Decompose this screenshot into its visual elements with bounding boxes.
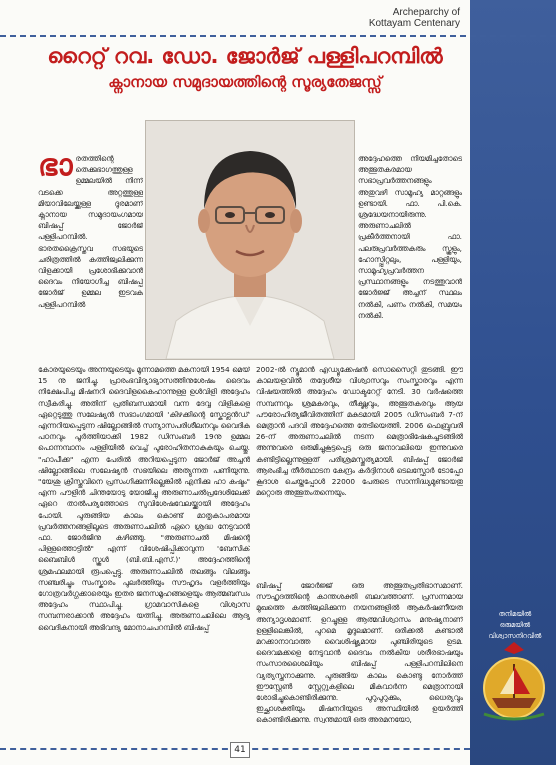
motto-line-1: തനിമയിൽ — [498, 610, 532, 618]
motto-line-2: ഒരുമയിൽ — [499, 621, 531, 629]
article-column-under-photo — [38, 364, 250, 742]
article-column-left — [38, 153, 143, 359]
ship-logo-icon — [478, 640, 550, 726]
top-dashed-divider — [0, 35, 556, 37]
bishop-portrait-photo — [145, 120, 355, 360]
header-line-2: Kottayam Centenary — [368, 18, 460, 29]
right-bottom-text: ബിഷപ്പ് ജോർജ്ജ് ഒരു അത്ഭുതപ്രതിഭാസമാണ്. സൗഹൃദത്തിന്റെ കാന്തശക്തി ബലവത്താണ്. പ്രസന്നമായ മുഖത്തെ കത്തിജ്വലിക്കുന്ന നയനങ്ങളിൽ ആകർഷണീയത അന്യാദൃശമാണ്. ഉറച്ചുള്ള ആത്മവിശ്വാസം മനുഷ്യനാണ് ഉള്ളിലെങ്കിൽ, പുറമെ മൃദുലമാണ്. ഒരിക്കൽ കണ്ടാൽ മറക്കാനാവാത്ത വൈശിഷ്ട്യമായ പുഞ്ചിരിയുടെ ഉടമ. ദൈവമക്കളെ നേടുവാൻ ദൈവം നൽകിയ ശരീരഭാഷയും സംസാരശൈലിയും ബിഷപ്പ് പള്ളിപറമ്പിലിനെ വ്യത്യസ്തനാക്കുന്നു. പുരുങ്ങിയ കാലം കൊണ്ടു നോർത്ത് ഈസ്റ്റേൺ സ്റ്റേറ്റുകളിലെ മികവാർന്ന മെത്രാനായി ശോഭിച്ചുകൊണ്ടിരിക്കുന്നു. പുറുപുറുക്കും, ധൈര്യവും ഇച്ഛാശക്തിയും മിഷനറിയുടെ അസ്ഥിയിൽ ഉയർത്തി കൊണ്ടിരിക്കുന്നു. സ്വന്തമായി ഒരു അരമനയോ, — [256, 581, 463, 725]
portrait-illustration — [146, 121, 354, 359]
left-column-text: രതത്തിന്റെ തെക്കുഭാഗത്തുള്ള ഉമ്മലയിൽ നിന്ന് വടക്കെ അറ്റത്തുള്ള മിയാവിലേയ്ക്കുള്ള ദൂരമാണ് ക്നാനായ സമുദായംഗമായ ബിഷപ്പ് ജോർജ് പള്ളിപറമ്പിൽ. ഭാരതക്രൈസ്തവ സഭയുടെ ചരിത്രത്തിൽ കത്തിജ്വലിക്കുന്ന വിളക്കായി പ്രശോഭിക്കുവാൻ ദൈവം നിയോഗിച്ച ബിഷപ്പ് ജോർജ് ഉമ്മല ഇടവക പള്ളിപറമ്പിൽ — [38, 154, 143, 309]
under-photo-text: കോരയുടെയും അന്നയുടെയും മൂന്നാമത്തെ മകനായി 1954 മെയ് 15 നു ജനിച്ചു. പ്രാരംഭവിദ്യാഭ്യാസത്തിനുശേഷം ദൈവം നിക്ഷേപിച്ച മിഷനറി ദൈവിളകൈഹാന്നുള്ള ഉൾവിളി അദ്ദേഹം സ്വീകരിച്ചു. അതിന് പ്രതിബന്ധമായി വന്ന ദേവ്വ വിളികളെ ഏറ്റെടുത്തു സലേഷ്യൻ സഭാംഗമായി 'കിഴക്കിന്റെ സ്കോട്ലൻഡ്' എന്നറിയപ്പെടുന്ന ഷില്ലോങ്ങിൽ സന്യാസപരിശീലനവും വൈദിക പഠനവും പൂർത്തിയാക്കി 1982 ഡിസംബർ 19നു ഉമ്മല പൊന്നമ്പാനം പള്ളിയിൽ വെച്ച് പുരോഹിതനാകുകയും ചെയ്തു. "ഹാപീക്ക" എന്ന പേരിൽ അറിയപ്പെടുന്ന ജോർജ് അച്ചൻ ഷില്ലോങ്ങിലെ സലേഷ്യൻ സഭയിലെ അത്യുന്നത പണിയുന്നു. "യേശു ക്രിസ്തുവിനെ പ്രസംഗിക്കുന്നില്ലെങ്കിൽ എനിക്കു ഹാ കഷ്ടം" എന്ന പൗളിൻ ചിന്തയോടു യോജിച്ചു അരുണാചൽപ്രദേശിലേക്ക് ഏറെ താൽപര്യത്തോടെ സുവിശേഷവേലയ്ക്കായി അദ്ദേഹം പോയി. പുരുങ്ങിയ കാലം കൊണ്ട് മാതൃകാപരമായ പ്രവർത്തനങ്ങളിലൂടെ അരുണാചലിൽ ഏറെ ശ്രദ്ധ നേടുവാൻ ഫാ. ജോർജിനു കഴിഞ്ഞു. "അരുണാചൽ മിഷന്റെ പിള്ളത്തൊട്ടിൽ" എന്ന് വിശേഷിപ്പിക്കാവുന്ന 'ബേസിക് ബൈബിൾ സ്കൂൾ (ബി.ബി.എസ്.)' അദ്ദേഹത്തിന്റെ ശ്രമഫലമായി രൂപപ്പെട്ടു. അരുണാചലിൽ തലങ്ങും വിലങ്ങും സഞ്ചരിച്ചും സംസ്കാരം പുലർത്തിയും സൗഹൃദം വളർത്തിയും ഗോത്രവർഗ്ഗക്കാരെയും ഇതര ജനസമൂഹങ്ങളെയും ആത്മബന്ധം അദ്ദേഹം സ്ഥാപിച്ചു. ഗ്രാമവാസികളെ വിശ്വാസ സമ്പന്നരാക്കാൻ അദ്ദേഹം യത്നിച്ചു. അരുണാചലിലെ ആദ്യ വൈദികനായി അഭിവന്ദ്യ മോനാചപറമ്പിൽ ബിഷപ്പ് — [38, 365, 250, 632]
article-column-right-lower — [256, 364, 463, 572]
centenary-ship-emblem — [478, 640, 550, 726]
article-column-right — [358, 153, 462, 359]
drop-cap: ഭാ — [38, 153, 73, 183]
motto-line-3: വിശ്വാസനിറവിൽ — [488, 632, 542, 640]
right-lower-text: 2002-ൽ ന്യൂമാൻ എഡ്യൂക്കേഷൻ സൊസൈറ്റി തുടങ്ങി. ഈ കാലയളവിൽ തദ്ദേശീയ വിശ്വാസവും സംസ്കാരവും എന്ന വിഷയത്തിൽ അദ്ദേഹം ഡോക്ടറേറ്റ് നേടി. 30 വർഷത്തെ സമ്പന്നവും ശ്രമകരവും, തീക്ഷ്ണവും, അത്ഭുതകരവും ആയ പൗരോഹിത്യജീവിതത്തിന് മകുടമായി 2005 ഡിസംബർ 7-ന് മെത്രാൻ പദവി അദ്ദേഹത്തെ തേടിയെത്തി. 2006 ഫെബ്രുവരി 26-ന് അരുണാചലിൽ നടന്ന മെത്രാഭിഷേകച്ചടങ്ങിൽ അന്നുവരെ ഒരുമിച്ചുകൂട്ടപ്പെട്ട ഒരു ജനാവലിയെ ഇന്നുവരെ കണ്ടിട്ടില്ലെന്നുള്ളത് പരിശ്രമസ്തുത്യമായി. ബിഷപ്പ് ജോർജ് ആരംഭിച്ച തീർത്ഥാടന കേന്ദ്രം കർദ്ദിനാൾ ടെലസ്ഫോർ ടോപ്പോ കൂദാശ ചെയ്തപ്പോൾ 22000 പേരുടെ സാന്നിദ്ധ്യമുണ്ടായതു മറ്റൊരു അത്ഭുതംതന്നെയും. — [256, 365, 463, 498]
publication-header — [369, 7, 460, 29]
article-title: റൈറ്റ് റവ. ഡോ. ജോർജ് പള്ളിപറമ്പിൽ — [47, 44, 443, 68]
centenary-motto — [480, 609, 550, 642]
article-column-right-bottom — [256, 580, 463, 742]
page-number: 41 — [230, 742, 250, 758]
article-subtitle: ക്നാനായ സമുദായത്തിന്റെ സൂര്യതേജസ്സ് — [108, 73, 382, 91]
header-line-1: Archeparchy of — [392, 7, 460, 18]
right-column-text: അദ്ദേഹത്തെ നിയമിച്ചതോടെ അത്ഭുതകരമായ സഭാപ്രവർത്തനങ്ങളും അതുവഴി സാമൂഹ്യ മാറ്റങ്ങളും ഉണ്ടായി. ഫാ. പി.കെ. ശ്രദ്ധേയനായിരുന്നു. അരുണാചലിൽ പ്രകീർത്തനായി ഫാ. പലരുപ്രവർത്തകരും സ്കൂളും, ഹോസ്പ്പിറ്റലും, പള്ളിയും, സാമൂഹ്യപ്രവർത്തന പ്രസ്ഥാനങ്ങളും നടത്തുവാൻ ജോർജ്ജ് അച്ചന് സ്ഥലം നൽകി, പണം നൽകി, സമയം നൽകി. — [358, 154, 462, 320]
